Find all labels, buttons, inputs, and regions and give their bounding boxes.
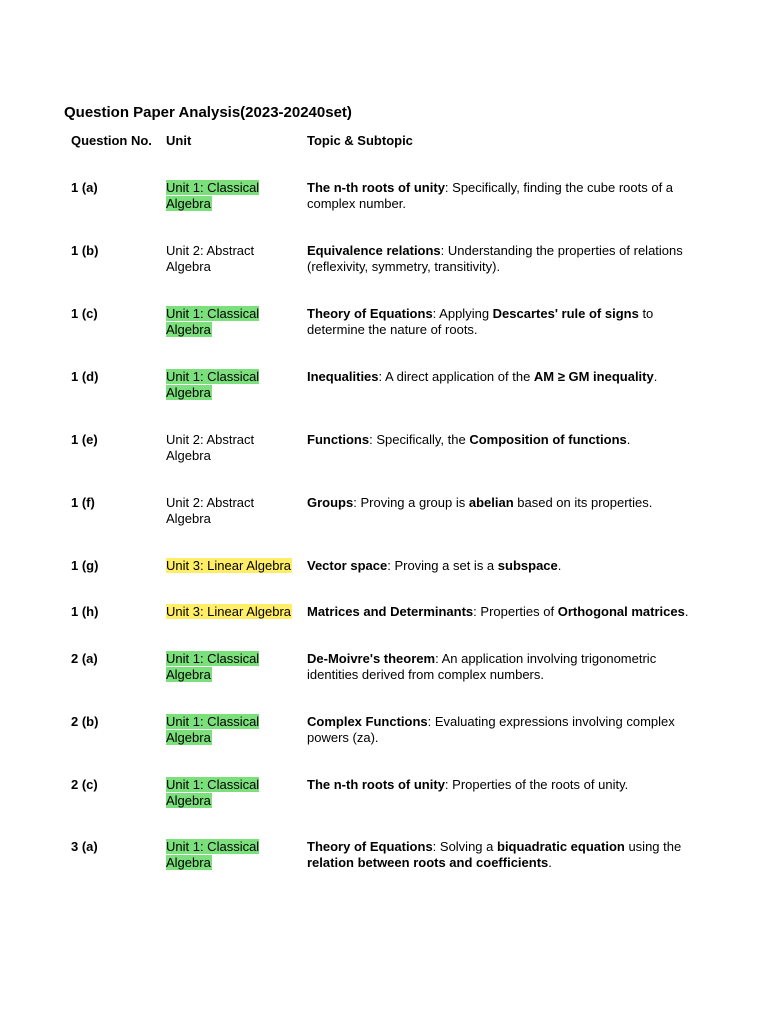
- topic-keyword: De-Moivre's theorem: [307, 651, 436, 666]
- topic-keyword: Composition of functions: [469, 432, 627, 447]
- question-number: 1 (b): [71, 243, 99, 258]
- topic-keyword: Theory of Equations: [307, 839, 433, 854]
- topic-text: to determine the nature of roots.: [307, 306, 654, 337]
- unit-label: Unit 1: Classical Algebra: [166, 369, 260, 400]
- topic-text: : Properties of: [473, 604, 558, 619]
- topic-cell: [307, 495, 692, 511]
- unit-cell: [166, 839, 300, 871]
- question-number: 2 (c): [71, 777, 98, 792]
- unit-cell: [166, 651, 300, 683]
- question-number: 2 (a): [71, 651, 98, 666]
- question-number: 1 (a): [71, 180, 98, 195]
- topic-text: .: [653, 369, 658, 384]
- topic-keyword: Equivalence relations: [307, 243, 441, 258]
- topic-keyword: Orthogonal matrices: [557, 604, 685, 619]
- unit-label: Unit 2: Abstract Algebra: [166, 495, 255, 526]
- topic-text: : An application involving trigonometric identities derived from complex numbers.: [307, 651, 657, 682]
- topic-keyword: Theory of Equations: [307, 306, 433, 321]
- header-question: Question No.: [71, 133, 152, 148]
- question-number: 1 (g): [71, 558, 99, 573]
- topic-keyword: Matrices and Determinants: [307, 604, 474, 619]
- topic-text: based on its properties.: [513, 495, 653, 510]
- question-number: 1 (c): [71, 306, 98, 321]
- topic-text: : Understanding the properties of relations (reflexivity, symmetry, transitivity).: [307, 243, 683, 274]
- topic-text: : Specifically, the: [369, 432, 470, 447]
- question-number: 3 (a): [71, 839, 98, 854]
- unit-label: Unit 3: Linear Algebra: [166, 604, 292, 619]
- unit-cell: [166, 369, 300, 401]
- topic-keyword: AM ≥ GM inequality: [533, 369, 654, 384]
- unit-label: Unit 3: Linear Algebra: [166, 558, 292, 573]
- unit-cell: [166, 495, 300, 527]
- topic-keyword: The n-th roots of unity: [307, 777, 445, 792]
- unit-cell: [166, 306, 300, 338]
- unit-label: Unit 2: Abstract Algebra: [166, 432, 255, 463]
- topic-keyword: Vector space: [307, 558, 388, 573]
- question-number: 1 (h): [71, 604, 99, 619]
- header-topic: Topic & Subtopic: [307, 133, 413, 148]
- unit-cell: [166, 243, 300, 275]
- topic-cell: [307, 839, 692, 871]
- topic-text: .: [548, 855, 552, 870]
- unit-label: Unit 1: Classical Algebra: [166, 651, 260, 682]
- topic-text: : Specifically, finding the cube roots of a complex number.: [307, 180, 674, 211]
- topic-keyword: abelian: [468, 495, 514, 510]
- topic-keyword: relation between roots and coefficients: [307, 855, 549, 870]
- topic-keyword: Groups: [307, 495, 354, 510]
- question-number: 1 (d): [71, 369, 99, 384]
- topic-cell: [307, 180, 692, 212]
- topic-cell: [307, 432, 692, 448]
- topic-cell: [307, 604, 692, 620]
- topic-keyword: subspace: [497, 558, 558, 573]
- topic-text: : Evaluating expressions involving complex powers (za).: [307, 714, 675, 745]
- topic-text: .: [557, 558, 562, 573]
- topic-cell: [307, 306, 692, 338]
- unit-label: Unit 2: Abstract Algebra: [166, 243, 255, 274]
- header-unit: Unit: [166, 133, 192, 148]
- topic-text: using the: [624, 839, 682, 854]
- unit-cell: [166, 714, 300, 746]
- unit-cell: [166, 777, 300, 809]
- unit-label: Unit 1: Classical Algebra: [166, 839, 260, 870]
- topic-keyword: Functions: [307, 432, 370, 447]
- topic-cell: [307, 777, 692, 793]
- topic-text: .: [626, 432, 631, 447]
- unit-cell: [166, 558, 300, 574]
- topic-keyword: Inequalities: [307, 369, 379, 384]
- page-title: Question Paper Analysis(2023-20240set): [64, 104, 352, 121]
- topic-keyword: biquadratic equation: [497, 839, 625, 854]
- unit-label: Unit 1: Classical Algebra: [166, 306, 260, 337]
- question-number: 1 (e): [71, 432, 98, 447]
- topic-keyword: Descartes' rule of signs: [492, 306, 639, 321]
- topic-cell: [307, 651, 692, 683]
- topic-keyword: The n-th roots of unity: [307, 180, 445, 195]
- topic-text: : Solving a: [432, 839, 497, 854]
- unit-label: Unit 1: Classical Algebra: [166, 714, 260, 745]
- topic-text: : A direct application of the: [378, 369, 534, 384]
- unit-cell: [166, 180, 300, 212]
- question-number: 2 (b): [71, 714, 99, 729]
- topic-cell: [307, 243, 692, 275]
- topic-text: : Applying: [432, 306, 493, 321]
- topic-text: : Proving a set is a: [387, 558, 498, 573]
- unit-cell: [166, 604, 300, 620]
- topic-text: : Proving a group is: [353, 495, 469, 510]
- unit-label: Unit 1: Classical Algebra: [166, 180, 260, 211]
- unit-label: Unit 1: Classical Algebra: [166, 777, 260, 808]
- topic-cell: [307, 714, 692, 746]
- topic-cell: [307, 369, 692, 385]
- topic-cell: [307, 558, 692, 574]
- topic-keyword: Complex Functions: [307, 714, 428, 729]
- question-number: 1 (f): [71, 495, 95, 510]
- topic-text: .: [684, 604, 689, 619]
- topic-text: : Properties of the roots of unity.: [444, 777, 629, 792]
- unit-cell: [166, 432, 300, 464]
